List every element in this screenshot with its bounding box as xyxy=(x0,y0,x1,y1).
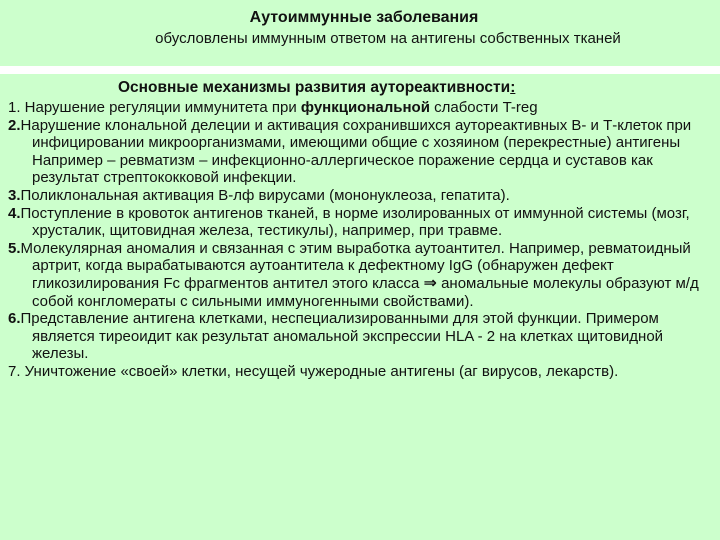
list-item xyxy=(8,240,712,310)
item-number: 1. xyxy=(8,99,21,116)
mechanisms-list xyxy=(8,99,712,381)
item-number: 5. xyxy=(8,239,21,257)
item-text: Представление антигена клетками, неспециализированными для этой функции. Примером является тиреоидит как результат аномальной экспрессии HLA - 2 на клетках щитовидной железы. xyxy=(20,310,664,363)
item-text: Молекулярная аномалия и связанная с этим выработка аутоантител. Например, ревматоидный артрит, когда вырабатываются аутоантитела к дефектному IgG (обнаружен дефект гликозилирования Fc фрагментов антител этого класса xyxy=(20,239,691,292)
item-number: 7. xyxy=(8,362,21,380)
item-text: аномальные молекулы образуют м/д собой конгломераты с сильными иммуногенными свойствами). xyxy=(32,274,699,310)
list-item xyxy=(8,187,712,205)
content-panel xyxy=(0,74,720,540)
double-arrow-icon: ⇒ xyxy=(423,274,437,292)
item-text: слабости T-reg xyxy=(429,99,538,116)
item-number: 2. xyxy=(8,116,21,134)
page-subtitle: обусловлены иммунным ответом на антигены собственных тканей xyxy=(155,30,621,47)
item-number: 4. xyxy=(8,204,21,222)
section-heading-colon: : xyxy=(510,79,516,96)
item-emphasis: функциональной xyxy=(300,99,430,116)
list-item xyxy=(8,363,712,381)
list-item xyxy=(8,205,712,240)
section-heading xyxy=(118,79,515,97)
item-number: 3. xyxy=(8,186,21,204)
list-item xyxy=(8,310,712,363)
divider xyxy=(0,66,720,74)
item-text: Поликлональная активация В-лф вирусами (мононуклеоза, гепатита). xyxy=(20,186,510,204)
item-text: Нарушение клональной делеции и активация сохранившихся аутореактивных В- и Т-клеток при инфицировании микроорганизмами, имеющими общие с хозяином (перекрестные) антигены Например – ревматизм – инфекционно-аллергическое поражение сердца и суставов как результат стрептококковой инфекции. xyxy=(20,116,692,187)
section-heading-text: Основные механизмы развития аутореактивности xyxy=(118,79,511,96)
list-item xyxy=(8,117,712,187)
list-item xyxy=(8,99,712,117)
page-title: Аутоиммунные заболевания xyxy=(249,9,479,26)
item-text: Нарушение регуляции иммунитета при xyxy=(20,99,301,116)
item-text: Поступление в кровоток антигенов тканей, в норме изолированных от иммунной системы (мозг, хрусталик, щитовидная железа, тестикулы), например, при травме. xyxy=(20,204,690,240)
header xyxy=(0,0,720,66)
item-text: Уничтожение «своей» клетки, несущей чужеродные антигены (аг вирусов, лекарств). xyxy=(20,362,619,380)
item-number: 6. xyxy=(8,310,21,328)
